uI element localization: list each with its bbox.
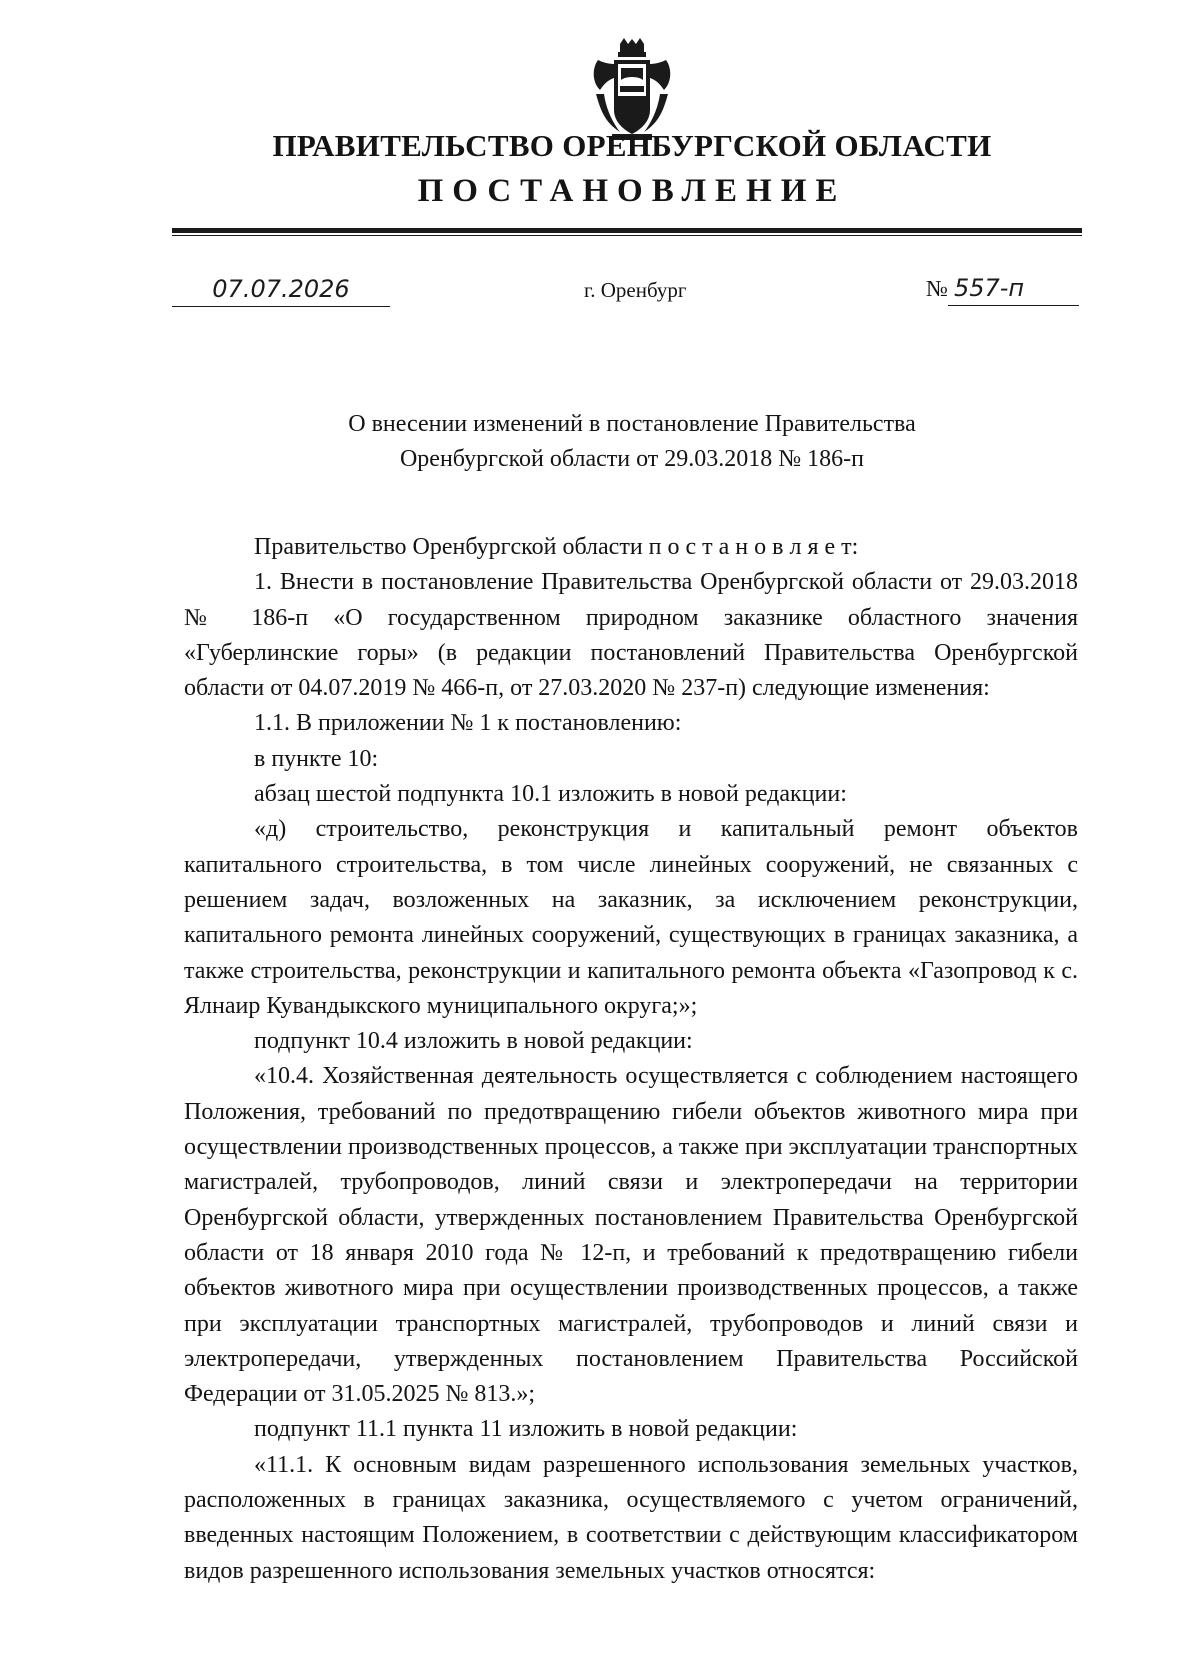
document-subject <box>0 407 1200 477</box>
document-city: г. Оренбург <box>584 278 687 302</box>
coat-of-arms-icon <box>590 38 674 142</box>
document-date: 07.07.2026 <box>172 272 390 307</box>
body-paragraph: абзац шестой подпункта 10.1 изложить в новой редакции: <box>254 781 847 808</box>
body-paragraph: «10.4. Хозяйственная деятельность осуществляется с соблюдением настоящего Положения, требований по предотвращению гибели объектов животного мира при осуществлении производственных процессов, а также при эксплуатации транспортных магистралей, трубопроводов, линий связи и электропередачи на территории Оренбургской области, утвержденных постановлением Правительства Оренбургской области от 18 января 2010 года № 12-п, и требований к предотвращению гибели объектов животного мира при осуществлении производственных процессов, а также при эксплуатации транспортных магистралей, трубопроводов и линий связи и электропередачи, утвержденных постановлением Правительства Российской Федерации от 31.05.2025 № 813.»; <box>184 1063 1078 1408</box>
body-paragraph: «11.1. К основным видам разрешенного использования земельных участков, расположенных в границах заказника, осуществляемого с учетом ограничений, введенных настоящим Положением, в соответствии с действующим классификатором видов разрешенного использования земельных участков относятся: <box>184 1451 1078 1584</box>
body-paragraph: подпункт 10.4 изложить в новой редакции: <box>254 1028 693 1055</box>
header-divider-thin <box>172 235 1082 236</box>
body-paragraph: Правительство Оренбургской области п о с т а н о в л я е т: <box>254 534 859 560</box>
document-body <box>184 530 1078 1589</box>
body-paragraph: 1.1. В приложении № 1 к постановлению: <box>254 710 682 737</box>
document-number-block <box>926 272 1079 306</box>
government-name: ПРАВИТЕЛЬСТВО ОРЕНБУРГСКОЙ ОБЛАСТИ <box>272 128 992 163</box>
subject-line-2: Оренбургской области от 29.03.2018 № 186-п <box>399 446 865 472</box>
header-divider <box>172 228 1082 233</box>
subject-line-1: О внесении изменений в постановление Правительства <box>348 411 916 437</box>
body-paragraph: «д) строительство, реконструкция и капитальный ремонт объектов капитального строительства, в том числе линейных сооружений, не связанных с решением задач, возложенных на заказник, за исключением реконструкции, капитального ремонта линейных сооружений, существующих в границах заказника, а также строительства, реконструкции и капитального ремонта объекта «Газопровод к с. Ялнаир Кувандыкского муниципального округа;»; <box>184 816 1078 1019</box>
body-paragraph: подпункт 11.1 пункта 11 изложить в новой редакции: <box>254 1416 798 1443</box>
body-paragraph: в пункте 10: <box>254 745 379 772</box>
document-number: 557-п <box>948 271 1079 306</box>
number-sign: № <box>926 276 948 301</box>
document-type-title: ПОСТАНОВЛЕНИЕ <box>417 173 847 209</box>
body-paragraph: 1. Внести в постановление Правительства Оренбургской области от 29.03.2018 № 186-п «О государственном природном заказнике областного значения «Губерлинские горы» (в редакции постановлений Правительства Оренбургской области от 04.07.2019 № 466-п, от 27.03.2020 № 237-п) следующие изменения: <box>184 569 1078 702</box>
